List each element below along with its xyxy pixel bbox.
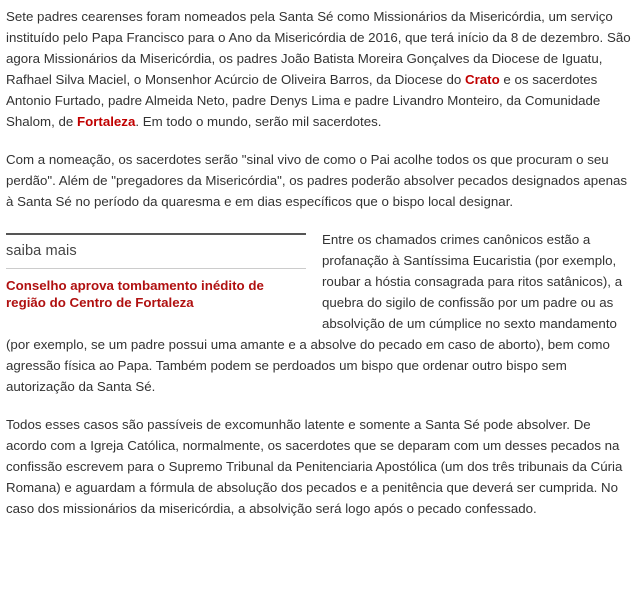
related-box-heading: saiba mais xyxy=(6,243,77,259)
article-paragraph-1 xyxy=(6,6,635,132)
highlight-crato: Crato xyxy=(464,72,500,87)
highlight-fortaleza: Fortaleza xyxy=(76,114,136,129)
wrapped-section xyxy=(6,229,635,414)
paragraph-1-text-part-3: . Em todo o mundo, serão mil sacerdotes. xyxy=(135,114,382,129)
article-paragraph-3: Entre os chamados crimes canônicos estão a profanação à Santíssima Eucaristia (por exemplo, roubar a hóstia consagrada para ritos satânicos), a quebra do sigilo de confissão por um padre ou as absolvição de um cúmplice no sexto mandamento (por exemplo, se um padre possui uma amante e a absolve do pecado em caso de aborto), bem como agressão física ao Papa. Também podem se perdoados um bispo que ordenar outro bispo sem autorização da Santa Sé. xyxy=(6,232,623,394)
related-box xyxy=(6,229,306,321)
related-article-link[interactable]: Conselho aprova tombamento inédito de região do Centro de Fortaleza xyxy=(6,278,264,310)
paragraph-1-text-part-1: Sete padres cearenses foram nomeados pela Santa Sé como Missionários da Misericórdia, um serviço instituído pelo Papa Francisco para o Ano da Misericórdia de 2016, que terá início da 8 de dezembro. São agora Missionários da Misericórdia, os padres João Batista Moreira Gonçalves da Diocese de Iguatu, Rafhael Silva Maciel, o Monsenhor Acúrcio de Oliveira Barros, da Diocese do xyxy=(6,9,631,87)
article-paragraph-4: Todos esses casos são passíveis de excomunhão latente e somente a Santa Sé pode absolver. De acordo com a Igreja Católica, normalmente, os sacerdotes que se deparam com um desses pecados na confissão escrevem para o Supremo Tribunal da Penitenciaria Apostólica (um dos três tribunais da Cúria Romana) e aguardam a fórmula de absolução dos pecados e a penitência que deverá ser cumprida. No caso dos missionários da misericórdia, a absolvição será logo após o pecado confessado. xyxy=(6,417,623,516)
paragraph-1-text-part-2: e os sacerdotes Antonio Furtado, padre Almeida Neto, padre Denys Lima e padre Livandro Monteiro, da Comunidade Shalom, de xyxy=(6,72,601,129)
article-paragraph-2: Com a nomeação, os sacerdotes serão "sinal vivo de como o Pai acolhe todos os que procuram o seu perdão". Além de "pregadores da Misericórdia", os padres poderão absolver pecados designados apenas à Santa Sé no período da quaresma e em dias específicos que o bispo local designar. xyxy=(6,152,628,209)
